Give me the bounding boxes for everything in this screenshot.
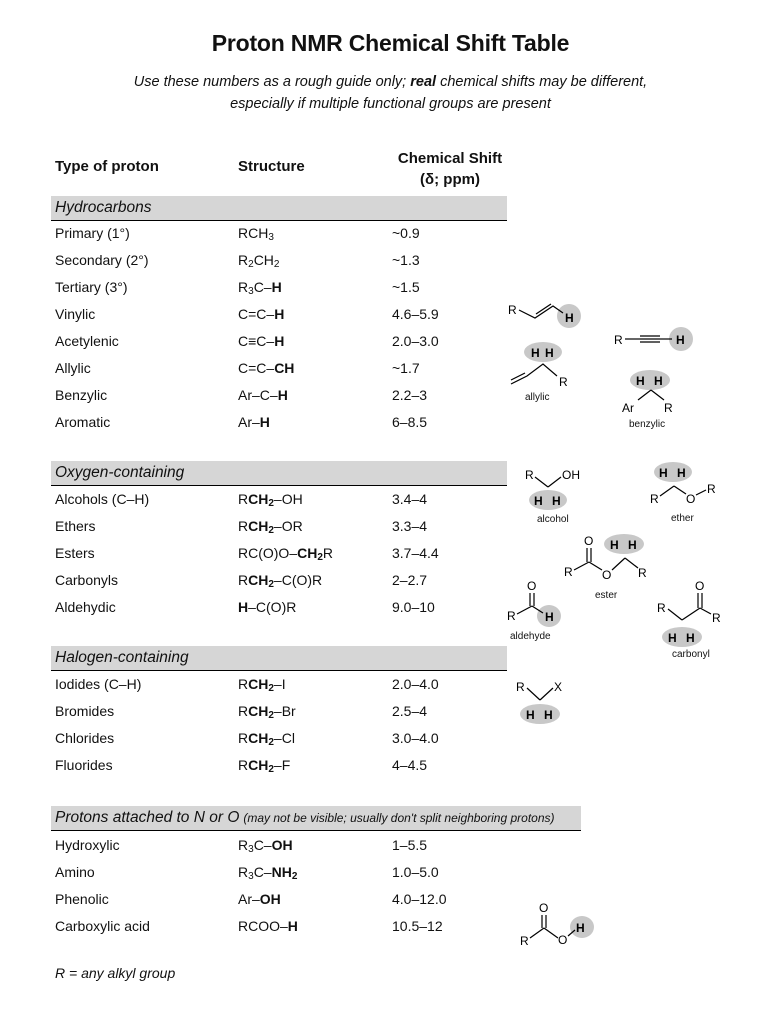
label-alcohol: alcohol [537,514,569,525]
structure-formula: $RCH_2-Cl$ [238,730,295,748]
svg-text:H: H [659,466,668,480]
column-header-type: Type of proton [55,158,159,175]
ester-structure [562,532,662,587]
proton-type: Secondary (2°) [55,252,149,268]
label-carbonyl: carbonyl [672,649,710,660]
structure-formula: $RCH_2-OR$ [238,518,303,536]
page-title: Proton NMR Chemical Shift Table [211,30,570,56]
column-header-shift: Chemical Shift (δ; ppm) [397,150,503,188]
svg-text:R: R [507,609,516,623]
svg-text:H: H [676,333,685,347]
svg-text:OH: OH [562,468,580,482]
structure-formula: $RCH_3$ [238,225,274,243]
footer-note: R = any alkyl group [55,965,176,981]
svg-text:H: H [565,311,574,325]
table-row [0,279,520,301]
benzylic-structure [618,368,688,418]
acetylenic-structure [612,325,702,355]
proton-type: Allylic [55,360,91,376]
structure-formula: $R_3C-H$ [238,279,282,297]
proton-type: Acetylenic [55,333,119,349]
svg-text:H: H [531,346,540,360]
chemical-shift: 9.0–10 [392,599,435,615]
proton-type: Vinylic [55,306,96,322]
svg-text:H: H [576,921,585,935]
svg-text:O: O [558,933,568,947]
svg-text:R: R [650,492,659,506]
proton-type: Carbonyls [55,572,119,588]
structure-formula: $R_2CH_2$ [238,252,280,270]
table-row [0,387,520,409]
chemical-shift: 2.0–4.0 [392,676,439,692]
structure-formula: H–C(O)R [238,599,297,615]
subtitle-line-2: especially if multiple functional groups are present [230,96,551,112]
structure-formula: C=C–H [238,306,285,322]
proton-type: Esters [55,545,95,561]
allylic-structure [505,340,585,400]
label-aldehyde: aldehyde [510,631,551,642]
structure-formula: $RCH_2-F$ [238,757,291,775]
halide-structure [512,676,582,726]
svg-text:O: O [527,579,537,593]
proton-type: Benzylic [55,387,108,403]
svg-text:O: O [539,901,549,915]
structure-formula: $RCH_2-OH$ [238,491,303,509]
chemical-shift: 2.2–3 [392,387,428,403]
svg-text:R: R [520,934,529,948]
carbonyl-structure [653,578,733,648]
svg-text:H: H [534,494,543,508]
structure-formula: Ar–OH [238,891,281,907]
chemical-shift: 1–5.5 [392,837,428,853]
label-allylic: allylic [525,392,550,403]
subtitle-line-1: Use these numbers as a rough guide only; real chemical shifts may be different, [133,74,648,90]
table-row [0,837,520,859]
chemical-shift: 4.0–12.0 [392,891,447,907]
label-ester: ester [595,590,618,601]
structure-formula: $R_3C-NH_2$ [238,864,298,882]
proton-type: Tertiary (3°) [55,279,128,295]
table-row [0,360,520,382]
structure-formula: $RCH_2-C(O)R$ [238,572,323,590]
svg-text:R: R [712,611,721,625]
section-oxygen: Oxygen-containing [51,461,507,486]
chemical-shift: 1.0–5.0 [392,864,439,880]
table-row [0,252,520,274]
structure-formula: RCOO–H [238,918,298,934]
svg-text:R: R [559,375,568,389]
aldehyde-structure [505,578,575,628]
section-n-o: Protons attached to N or O (may not be visible; usually don't split neighboring protons) [51,806,581,831]
structure-formula: $RC(O)O-CH_2R$ [238,545,334,563]
chemical-shift: 2–2.7 [392,572,428,588]
table-row [0,225,520,247]
chemical-shift: 10.5–12 [392,918,443,934]
table-row [0,491,520,513]
chemical-shift: 2.5–4 [392,703,428,719]
structure-formula: $RCH_2-Br$ [238,703,296,721]
svg-text:Ar: Ar [622,401,634,415]
proton-type: Fluorides [55,757,113,773]
svg-text:H: H [668,631,677,645]
svg-text:R: R [508,303,517,317]
svg-text:R: R [707,482,716,496]
svg-text:X: X [554,680,563,694]
table-row [0,306,520,328]
proton-type: Amino [55,864,95,880]
structure-formula: $RCH_2-I$ [238,676,286,694]
svg-text:H: H [552,494,561,508]
svg-text:H: H [628,538,637,552]
svg-text:R: R [657,601,666,615]
proton-type: Hydroxylic [55,837,120,853]
svg-text:R: R [564,565,573,579]
svg-text:O: O [602,568,612,582]
column-header-structure: Structure [238,158,305,175]
svg-text:H: H [526,708,535,722]
svg-text:O: O [686,492,696,506]
svg-text:H: H [686,631,695,645]
proton-type: Aldehydic [55,599,116,615]
svg-text:H: H [636,374,645,388]
svg-text:H: H [654,374,663,388]
svg-text:O: O [695,579,705,593]
table-row [0,757,520,779]
carboxylic-acid-structure [518,900,598,950]
table-row [0,703,520,725]
table-row [0,730,520,752]
svg-text:R: R [516,680,525,694]
proton-type: Ethers [55,518,96,534]
table-row [0,599,520,621]
svg-text:R: R [638,566,647,580]
table-row [0,545,520,567]
chemical-shift: ~1.3 [392,252,420,268]
proton-type: Alcohols (C–H) [55,491,150,507]
vinylic-structure [505,298,595,338]
section-hydrocarbons: Hydrocarbons [51,196,507,221]
svg-text:H: H [677,466,686,480]
proton-type: Primary (1°) [55,225,130,241]
svg-text:O: O [584,534,594,548]
proton-type: Carboxylic acid [55,918,150,934]
svg-text:H: H [545,610,554,624]
svg-text:R: R [614,333,623,347]
chemical-shift: 3.7–4.4 [392,545,439,561]
label-benzylic: benzylic [629,419,666,430]
proton-type: Iodides (C–H) [55,676,142,692]
table-row [0,572,520,594]
proton-type: Phenolic [55,891,109,907]
table-row [0,676,520,698]
structure-formula: C=C–CH [238,360,295,376]
svg-text:R: R [525,468,534,482]
proton-type: Aromatic [55,414,111,430]
svg-text:H: H [545,346,554,360]
proton-type: Chlorides [55,730,115,746]
table-row [0,518,520,540]
chemical-shift: 3.4–4 [392,491,428,507]
table-row [0,864,520,886]
chemical-shift: 3.3–4 [392,518,428,534]
proton-type: Bromides [55,703,115,719]
label-ether: ether [671,513,694,524]
table-row [0,891,520,913]
chemical-shift: ~1.7 [392,360,420,376]
chemical-shift: 3.0–4.0 [392,730,439,746]
chemical-shift: 4–4.5 [392,757,428,773]
alcohol-structure [520,465,590,515]
chemical-shift: ~1.5 [392,279,420,295]
section-halogen: Halogen-containing [51,646,507,671]
svg-text:H: H [544,708,553,722]
table-row [0,918,520,940]
svg-text:R: R [664,401,673,415]
structure-formula: $R_3C-OH$ [238,837,293,855]
svg-text:H: H [610,538,619,552]
ether-structure [646,460,726,510]
chemical-shift: 2.0–3.0 [392,333,439,349]
table-row [0,414,520,436]
structure-formula: C≡C–H [238,333,285,349]
chemical-shift: 6–8.5 [392,414,428,430]
chemical-shift: ~0.9 [392,225,420,241]
chemical-shift: 4.6–5.9 [392,306,439,322]
structure-formula: Ar–H [238,414,270,430]
table-row [0,333,520,355]
structure-formula: Ar–C–H [238,387,288,403]
